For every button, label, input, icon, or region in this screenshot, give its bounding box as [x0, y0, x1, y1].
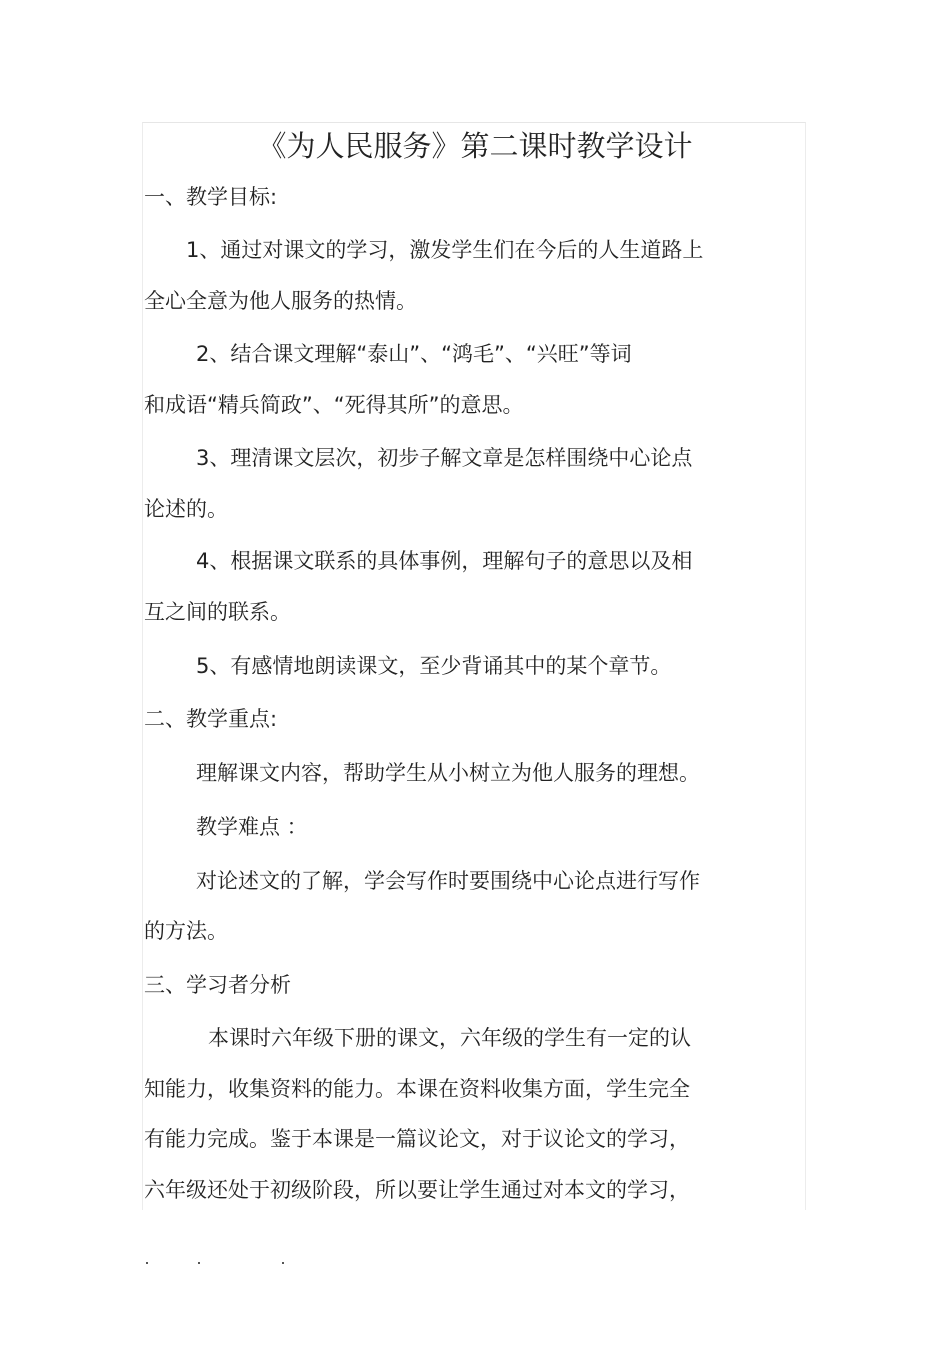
- learner-line-4: 六年级还处于初级阶段，所以要让学生通过对本文的学习，: [144, 1178, 690, 1202]
- learner-line-1: 本课时六年级下册的课文，六年级的学生有一定的认: [208, 1026, 691, 1050]
- footer-dot: [198, 1262, 200, 1264]
- key-points-heading: 二、教学重点:: [144, 707, 278, 731]
- goal-1-line-2: 全心全意为他人服务的热情。: [144, 289, 417, 313]
- document-title: 《为人民服务》第二课时教学设计: [257, 129, 693, 163]
- difficulty-line-1: 对论述文的了解，学会写作时要围绕中心论点进行写作: [196, 869, 700, 893]
- difficulty-heading: 教学难点 ：: [196, 815, 308, 839]
- goal-1-line-1: 1、通过对课文的学习，激发学生们在今后的人生道路上: [186, 238, 704, 262]
- footer-dot: [282, 1262, 284, 1264]
- goal-5: 5、有感情地朗读课文，至少背诵其中的某个章节。: [196, 654, 672, 678]
- key-points-text: 理解课文内容，帮助学生从小树立为他人服务的理想。: [196, 761, 700, 785]
- footer-dot: [146, 1262, 148, 1264]
- goal-4-line-2: 互之间的联系。: [144, 600, 291, 624]
- goal-4-line-1: 4、根据课文联系的具体事例，理解句子的意思以及相: [196, 549, 693, 573]
- goal-2-line-2: 和成语“精兵简政”、“死得其所”的意思。: [144, 393, 524, 417]
- goal-3-line-2: 论述的。: [144, 497, 228, 521]
- difficulty-line-2: 的方法。: [144, 919, 228, 943]
- learner-line-2: 知能力，收集资料的能力。本课在资料收集方面，学生完全: [144, 1077, 690, 1101]
- learner-line-3: 有能力完成。鉴于本课是一篇议论文，对于议论文的学习，: [144, 1127, 690, 1151]
- goal-3-line-1: 3、理清课文层次，初步子解文章是怎样围绕中心论点: [196, 446, 693, 470]
- goals-heading: 一、教学目标:: [144, 185, 278, 209]
- learner-heading: 三、学习者分析: [144, 973, 291, 997]
- goal-2-line-1: 2、结合课文理解“泰山”、“鸿毛”、“兴旺”等词: [196, 342, 632, 366]
